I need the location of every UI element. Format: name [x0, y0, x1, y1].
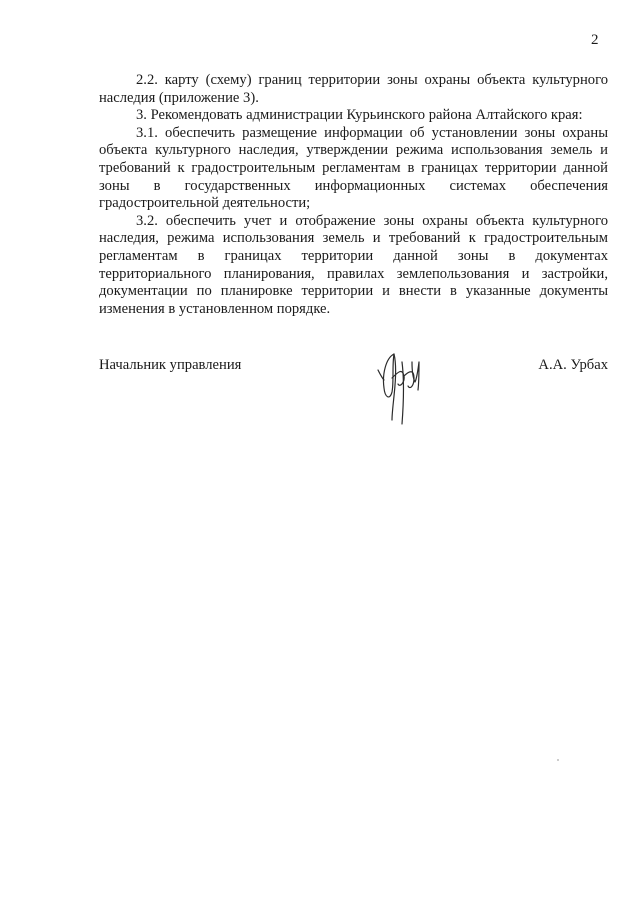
- signature-block: [99, 356, 608, 426]
- document-body: [99, 72, 608, 318]
- handwritten-signature: [372, 348, 432, 430]
- signatory-position: Начальник управления: [99, 357, 242, 373]
- paragraph-3: 3. Рекомендовать администрации Курьинского района Алтайского края:: [136, 107, 583, 124]
- signatory-name: А.А. Урбах: [538, 357, 608, 373]
- page-number: 2: [591, 32, 599, 48]
- paragraph-2-2: 2.2. карту (схему) границ территории зоны охраны объекта культурного наследия (приложение 3).: [99, 72, 608, 106]
- scan-speck: [557, 759, 559, 761]
- paragraph-3-2: 3.2. обеспечить учет и отображение зоны охраны объекта культурного наследия, режима использования земель и требований к градостроительным регламентам в границах территории данной зоны в документах территориального планирования, правилах землепользования и застройки, документации по планировке территории и внести в указанные документы изменения в установленном порядке.: [99, 212, 608, 317]
- paragraph-3-1: 3.1. обеспечить размещение информации об установлении зоны охраны объекта культурного наследия, утверждении режима использования земель и требований к градостроительным регламентам в границах территории данной зоны в государственных информационных системах обеспечения градостроительной деятельности;: [99, 124, 608, 212]
